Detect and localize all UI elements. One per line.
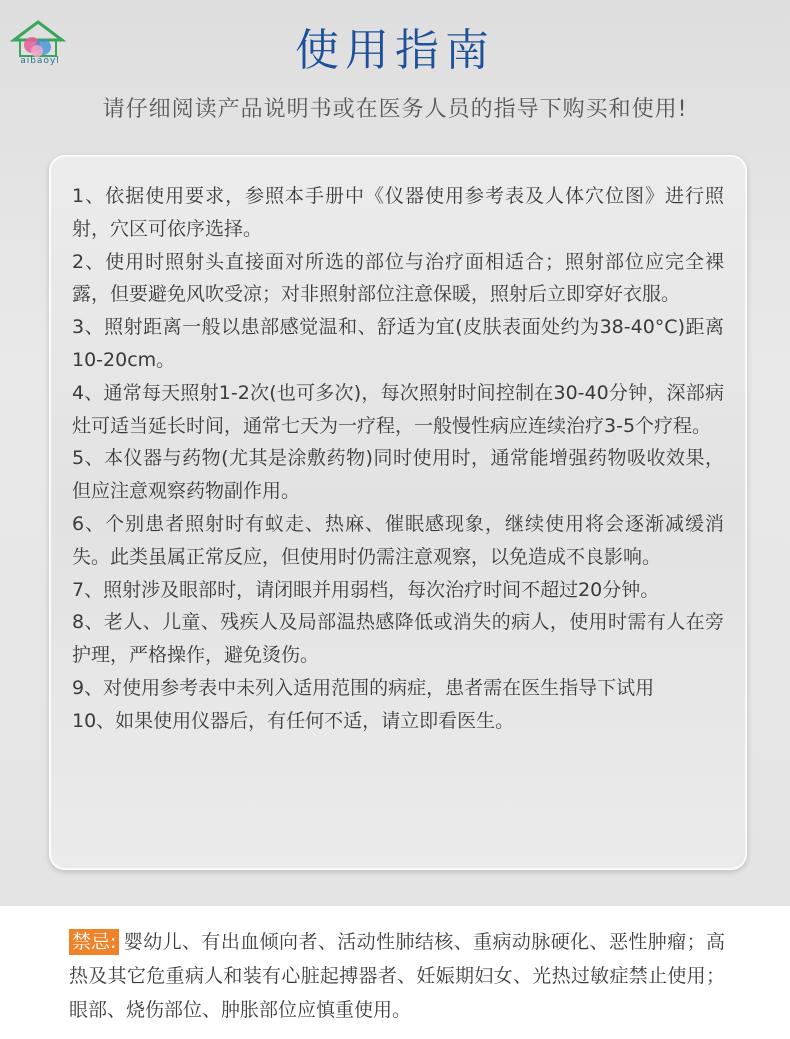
page-subtitle: 请仔细阅读产品说明书或在医务人员的指导下购买和使用! [102,97,688,122]
instruction-item-1: 1、依据使用要求，参照本手册中《仪器使用参考表及人体穴位图》进行照射，穴区可依序选择。 [72,185,724,240]
instruction-item-4: 4、通常每天照射1-2次(也可多次)，每次照射时间控制在30-40分钟，深部病灶可适当延长时间，通常七天为一疗程，一般慢性病应连续治疗3-5个疗程。 [72,381,724,437]
instruction-item-3: 3、照射距离一般以患部感觉温和、舒适为宜(皮肤表面处约为38-40°C)距离10-20cm。 [72,316,724,371]
instruction-item-6: 6、个别患者照射时有蚁走、热麻、催眠感现象，继续使用将会逐渐减缓消失。此类虽属正常反应，但使用时仍需注意观察，以免造成不良影响。 [72,512,724,568]
instruction-item-7: 7、照射涉及眼部时，请闭眼并用弱档，每次治疗时间不超过20分钟。 [72,578,660,601]
page-title: 使用指南 [295,25,495,76]
instruction-item-8: 8、老人、儿童、残疾人及局部温热感降低或消失的病人，使用时需有人在旁护理，严格操作，避免烫伤。 [72,611,724,667]
contraindications [69,925,725,1027]
instruction-item-9: 9、对使用参考表中未列入适用范围的病症，患者需在医生指导下试用 [72,676,655,699]
instruction-item-10: 10、如果使用仪器后，有任何不适，请立即看医生。 [72,709,515,732]
instructions-card [49,155,747,870]
warning-label: 禁忌: [69,929,119,955]
warning-text: 婴幼儿、有出血倾向者、活动性肺结核、重病动脉硬化、恶性肿瘤；高热及其它危重病人和装有心脏起搏器者、妊娠期妇女、光热过敏症禁止使用；眼部、烧伤部位、肿胀部位应慎重使用。 [69,931,725,1021]
brand-logo-text: aibaoyl [20,56,60,66]
instruction-item-2: 2、使用时照射头直接面对所选的部位与治疗面相适合；照射部位应完全裸露，但要避免风吹受凉；对非照射部位注意保暖，照射后立即穿好衣服。 [72,250,724,306]
instruction-item-5: 5、本仪器与药物(尤其是涂敷药物)同时使用时，通常能增强药物吸收效果，但应注意观察药物副作用。 [72,447,724,503]
